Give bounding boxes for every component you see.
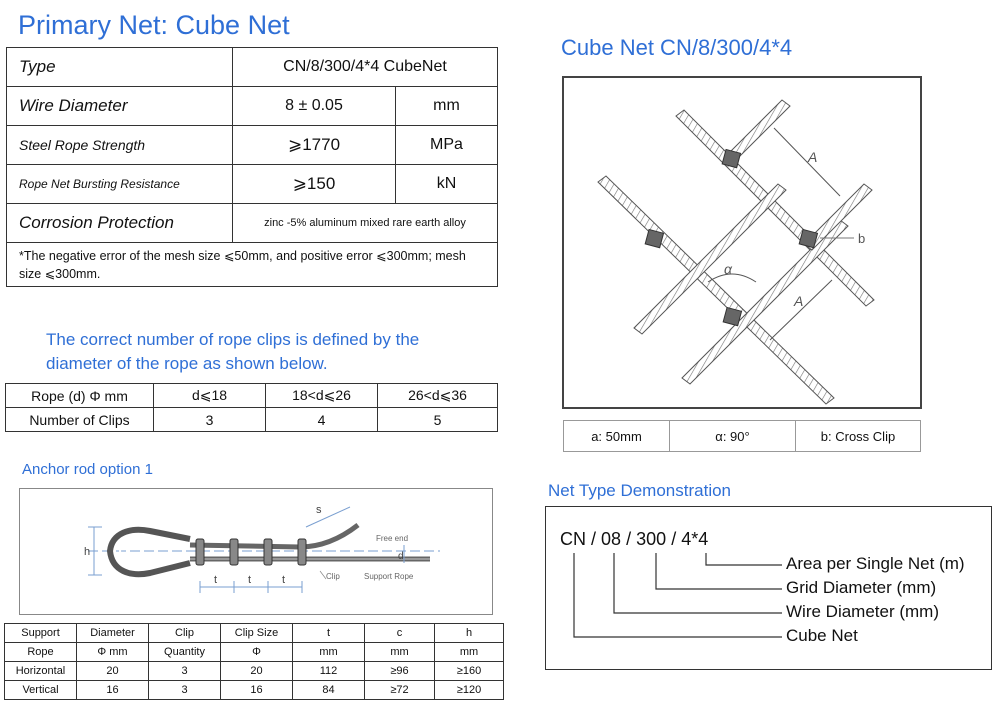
clips-table (5, 383, 498, 432)
anchor-cell: 84 (293, 681, 365, 700)
clip-1 (196, 539, 204, 565)
anchor-header: Diameter (77, 624, 149, 643)
t-label: t (282, 574, 286, 586)
clips-cell: 26<d⩽36 (378, 384, 498, 408)
anchor-cell: Vertical (5, 681, 77, 700)
clips-cell: 5 (378, 408, 498, 432)
anchor-cell: 20 (221, 662, 293, 681)
code-cn: CN (560, 529, 586, 549)
corrosion-value: zinc -5% aluminum mixed rare earth alloy (233, 204, 498, 243)
strength-unit: MPa (396, 126, 498, 165)
table-row (5, 681, 504, 700)
anchor-cell: ≥96 (365, 662, 435, 681)
clip-2 (230, 539, 238, 565)
anchor-cell: ≥160 (435, 662, 504, 681)
code-sep: / (591, 529, 597, 549)
clips-cell: d⩽18 (154, 384, 266, 408)
t-label: t (214, 574, 218, 586)
anchor-cell: 16 (77, 681, 149, 700)
anchor-diagram (19, 488, 493, 615)
label-grid: Grid Diameter (mm) (786, 578, 937, 597)
strength-label: Steel Rope Strength (7, 126, 233, 165)
anchor-cell: 3 (149, 681, 221, 700)
anchor-header: mm (435, 643, 504, 662)
rope-2 (598, 176, 834, 404)
anchor-cell: 16 (221, 681, 293, 700)
wire-value: 8 ± 0.05 (233, 87, 396, 126)
wire-unit: mm (396, 87, 498, 126)
leader-grid (656, 553, 782, 589)
clip-label: Clip (326, 572, 340, 581)
label-area: Area per Single Net (m) (786, 554, 965, 573)
anchor-title: Anchor rod option 1 (22, 461, 153, 478)
code-grid: 300 (636, 529, 667, 549)
a-dimension-top (774, 128, 840, 196)
clips-intro: The correct number of rope clips is defined by the diameter of the rope as shown below. (46, 330, 420, 373)
free-end-label: Free end (376, 534, 409, 543)
anchor-cell: 112 (293, 662, 365, 681)
anchor-table (4, 623, 504, 700)
anchor-header: h (435, 624, 504, 643)
spec-table (6, 47, 498, 287)
clip-4 (298, 539, 306, 565)
anchor-header: Φ mm (77, 643, 149, 662)
d-label: d (398, 551, 404, 562)
a-label-bottom: A (794, 293, 804, 309)
t-label: t (248, 574, 252, 586)
anchor-rod-drawing (20, 489, 492, 614)
a-label-top: A (808, 149, 818, 165)
b-label: b (858, 231, 866, 246)
s-label: s (316, 504, 322, 516)
strength-value: ⩾1770 (233, 126, 396, 165)
code-sep: / (671, 529, 677, 549)
anchor-cell: ≥72 (365, 681, 435, 700)
support-rope-label: Support Rope (364, 572, 414, 581)
clips-cell: 4 (266, 408, 378, 432)
wire-label: Wire Diameter (7, 87, 233, 126)
code-wire: 08 (601, 529, 622, 549)
cube-net-drawing (564, 78, 920, 407)
clip-3 (264, 539, 272, 565)
anchor-header: Rope (5, 643, 77, 662)
legend-item: b: Cross Clip (796, 421, 921, 452)
cube-net-title: Cube Net CN/8/300/4*4 (561, 35, 793, 60)
cross-clip (722, 149, 740, 167)
legend-item: a: 50mm (564, 421, 670, 452)
code-sep: / (626, 529, 632, 549)
type-label: Type (7, 48, 233, 87)
table-row (5, 662, 504, 681)
alpha-label: α (724, 261, 732, 277)
mesh-note: *The negative error of the mesh size ⩽50mm, and positive error ⩽300mm; mesh size ⩽300mm. (7, 243, 498, 287)
anchor-header: t (293, 624, 365, 643)
anchor-header: mm (293, 643, 365, 662)
demo-title: Net Type Demonstration (548, 481, 731, 500)
clips-cell: 3 (154, 408, 266, 432)
anchor-header: Support (5, 624, 77, 643)
cube-net-diagram (562, 76, 922, 409)
anchor-header: mm (365, 643, 435, 662)
bursting-label: Rope Net Bursting Resistance (7, 165, 233, 204)
s-dimension (306, 507, 350, 527)
thimble-inner (120, 537, 188, 568)
alpha-arc (708, 274, 756, 282)
legend-item: α: 90° (670, 421, 796, 452)
page-title: Primary Net: Cube Net (18, 10, 290, 40)
h-label: h (84, 546, 91, 558)
anchor-header: Φ (221, 643, 293, 662)
anchor-header: c (365, 624, 435, 643)
label-wire: Wire Diameter (mm) (786, 602, 939, 621)
code-area: 4*4 (681, 529, 709, 549)
cross-clip (645, 229, 663, 247)
clips-cell: 18<d⩽26 (266, 384, 378, 408)
leader-area (706, 553, 782, 565)
cube-net-legend (563, 420, 921, 452)
anchor-header: Clip Size (221, 624, 293, 643)
anchor-cell: Horizontal (5, 662, 77, 681)
label-cube: Cube Net (786, 626, 858, 645)
cross-clip (799, 229, 817, 247)
leader-wire (614, 553, 782, 613)
corrosion-label: Corrosion Protection (7, 204, 233, 243)
anchor-header: Quantity (149, 643, 221, 662)
anchor-cell: ≥120 (435, 681, 504, 700)
free-end-rope (190, 525, 358, 547)
bursting-value: ⩾150 (233, 165, 396, 204)
clips-cell: Rope (d) Φ mm (6, 384, 154, 408)
anchor-cell: 3 (149, 662, 221, 681)
cross-clip (723, 307, 741, 325)
bursting-unit: kN (396, 165, 498, 204)
rope-4 (682, 220, 848, 384)
anchor-header: Clip (149, 624, 221, 643)
anchor-cell: 20 (77, 662, 149, 681)
clips-cell: Number of Clips (6, 408, 154, 432)
demo-box (545, 506, 992, 670)
type-value: CN/8/300/4*4 CubeNet (233, 48, 498, 87)
